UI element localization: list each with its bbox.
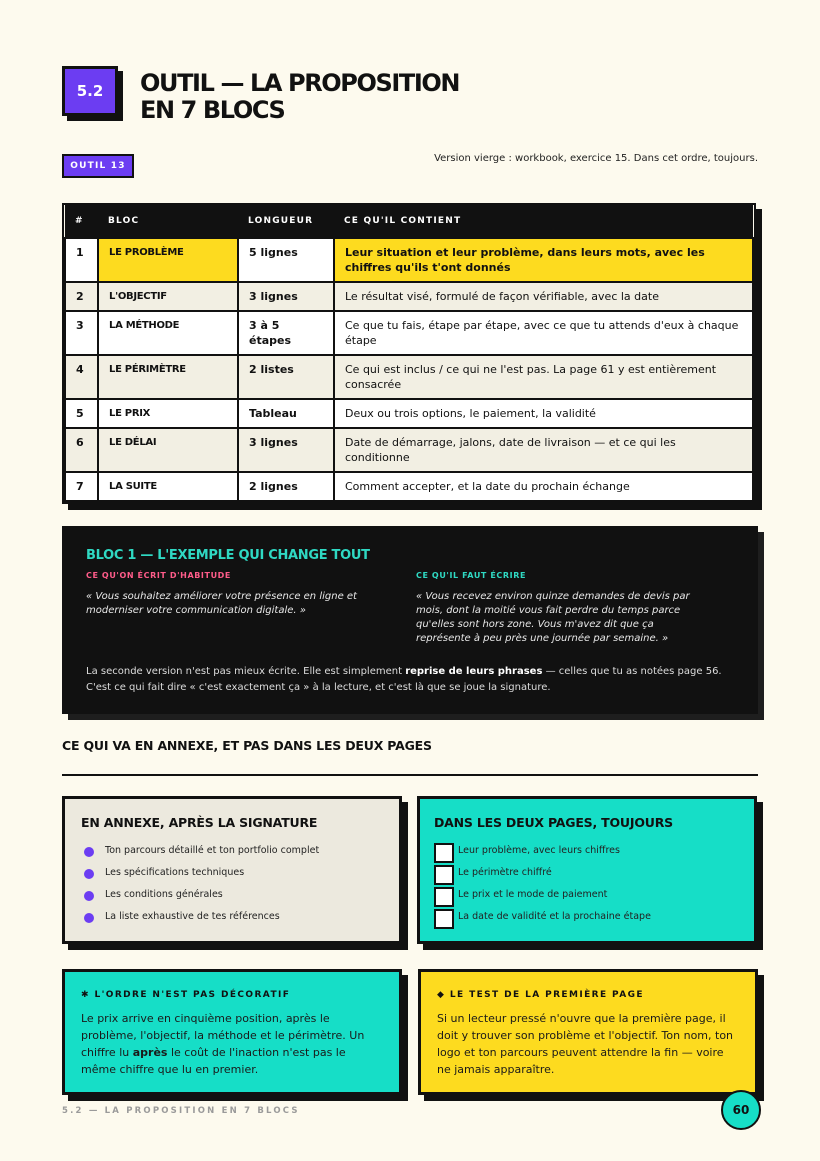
annex-card-title: EN ANNEXE, APRÈS LA SIGNATURE xyxy=(81,815,318,830)
section-number: 5.2 xyxy=(76,82,104,100)
first-page-test-title: ◆ LE TEST DE LA PREMIÈRE PAGE xyxy=(437,990,644,1000)
order-note-emphasis: après xyxy=(132,1046,168,1059)
table-row xyxy=(65,238,753,282)
row-length: 3 à 5 étapes xyxy=(238,311,334,355)
annex-section-heading: CE QUI VA EN ANNEXE, ET PAS DANS LES DEUX PAGES xyxy=(62,738,432,753)
example-explanation xyxy=(86,664,746,696)
two-pages-card xyxy=(417,796,757,944)
example-before-quote: « Vous souhaitez améliorer votre présence en ligne et moderniser votre communication digitale. » xyxy=(86,591,357,616)
example-after-label: CE QU'IL FAUT ÉCRIRE xyxy=(416,571,527,580)
first-page-test-text: Si un lecteur pressé n'ouvre que la première page, il doit y trouver son problème et l'objectif. Ton nom, ton logo et ton parcours peuvent attendre la fin — voire ne jamais apparaître. xyxy=(437,1012,734,1076)
checklist-item-label: Leur problème, avec leurs chiffres xyxy=(458,845,620,856)
row-bloc: LE PRIX xyxy=(98,399,238,428)
page-number: 60 xyxy=(732,1103,750,1117)
page-title-line-2: EN 7 BLOCS xyxy=(140,96,285,124)
annex-item-label: Les conditions générales xyxy=(105,889,223,900)
row-content: Leur situation et leur problème, dans leurs mots, avec les chiffres qu'ils t'ont donnés xyxy=(334,238,753,282)
row-bloc: L'OBJECTIF xyxy=(98,282,238,311)
annex-item-label: Ton parcours détaillé et ton portfolio complet xyxy=(105,845,320,856)
row-num: 5 xyxy=(65,399,98,428)
version-note: Version vierge : workbook, exercice 15. Dans cet ordre, toujours. xyxy=(434,153,758,164)
row-length: 3 lignes xyxy=(238,428,334,472)
page-number-badge xyxy=(721,1090,761,1130)
example-after-quote: « Vous recevez environ quinze demandes de devis par mois, dont la moitié vous fait perdre du temps parce qu'elles sont hors zone. Vous m'avez dit que ça représente à peu près une journée par semaine. » xyxy=(416,591,690,644)
table-row xyxy=(65,355,753,399)
row-num: 3 xyxy=(65,311,98,355)
header-content: CE QU'IL CONTIENT xyxy=(334,205,753,238)
annex-list-item xyxy=(81,862,383,884)
row-bloc: LE PÉRIMÈTRE xyxy=(98,355,238,399)
table-row xyxy=(65,311,753,355)
running-footer: 5.2 — LA PROPOSITION EN 7 BLOCS xyxy=(62,1106,300,1116)
blocks-table xyxy=(62,203,756,504)
checklist-item xyxy=(434,840,740,862)
annex-list-item xyxy=(81,884,383,906)
example-before-column xyxy=(86,571,376,646)
annex-card xyxy=(62,796,402,944)
row-bloc: LE PROBLÈME xyxy=(98,238,238,282)
header-bloc: BLOC xyxy=(98,205,238,238)
annex-list-item xyxy=(81,840,383,862)
section-number-badge xyxy=(62,66,118,116)
checklist-item-label: Le prix et le mode de paiement xyxy=(458,889,608,900)
row-bloc: LA MÉTHODE xyxy=(98,311,238,355)
row-num: 6 xyxy=(65,428,98,472)
table-row xyxy=(65,399,753,428)
annex-item-label: Les spécifications techniques xyxy=(105,867,245,878)
page-title-line-1: OUTIL — LA PROPOSITION xyxy=(140,69,460,97)
row-length: 2 listes xyxy=(238,355,334,399)
checkbox[interactable] xyxy=(434,843,454,863)
example-explanation-text-end: — celles que tu as notées page 56. C'est ce qui fait dire « c'est exactement ça » à la lecture, et c'est là que se joue la signature. xyxy=(86,666,722,693)
row-length: Tableau xyxy=(238,399,334,428)
example-explanation-text: La seconde version n'est pas mieux écrite. Elle est simplement xyxy=(86,666,406,677)
annex-list-item xyxy=(81,906,383,928)
row-length: 3 lignes xyxy=(238,282,334,311)
table-header-row xyxy=(65,205,753,238)
tool-tag: OUTIL 13 xyxy=(62,154,134,178)
header-length: LONGUEUR xyxy=(238,205,334,238)
checklist-item xyxy=(434,906,740,928)
example-after-column xyxy=(416,571,706,646)
row-content: Ce que tu fais, étape par étape, avec ce que tu attends d'eux à chaque étape xyxy=(334,311,753,355)
order-note-text-end: le coût de l'inaction n'est pas le même chiffre que lu en premier. xyxy=(81,1046,346,1076)
row-num: 1 xyxy=(65,238,98,282)
bullet-dot-icon xyxy=(84,847,94,857)
row-num: 2 xyxy=(65,282,98,311)
checklist-item xyxy=(434,884,740,906)
two-pages-card-title: DANS LES DEUX PAGES, TOUJOURS xyxy=(434,815,673,830)
row-content: Date de démarrage, jalons, date de livraison — et ce qui les conditionne xyxy=(334,428,753,472)
checklist-item xyxy=(434,862,740,884)
table-row xyxy=(65,428,753,472)
order-note-card xyxy=(62,969,402,1095)
example-title: BLOC 1 — L'EXEMPLE QUI CHANGE TOUT xyxy=(86,548,370,563)
table-row xyxy=(65,472,753,501)
row-num: 4 xyxy=(65,355,98,399)
row-length: 2 lignes xyxy=(238,472,334,501)
page-title xyxy=(140,70,459,124)
example-explanation-emphasis: reprise de leurs phrases xyxy=(405,666,543,677)
section-divider xyxy=(62,774,758,776)
row-content: Ce qui est inclus / ce qui ne l'est pas. La page 61 y est entièrement consacrée xyxy=(334,355,753,399)
bullet-dot-icon xyxy=(84,869,94,879)
order-note-text-start: Le prix arrive en cinquième position, après le problème, l'objectif, la méthode et le périmètre. Un chiffre lu xyxy=(81,1012,365,1059)
order-note-title: ✱ L'ORDRE N'EST PAS DÉCORATIF xyxy=(81,990,291,1000)
row-content: Comment accepter, et la date du prochain échange xyxy=(334,472,753,501)
checkbox[interactable] xyxy=(434,909,454,929)
checkbox[interactable] xyxy=(434,887,454,907)
annex-item-label: La liste exhaustive de tes références xyxy=(105,911,280,922)
row-content: Le résultat visé, formulé de façon vérifiable, avec la date xyxy=(334,282,753,311)
order-note-text xyxy=(81,1010,383,1078)
row-bloc: LE DÉLAI xyxy=(98,428,238,472)
row-bloc: LA SUITE xyxy=(98,472,238,501)
row-content: Deux ou trois options, le paiement, la validité xyxy=(334,399,753,428)
row-length: 5 lignes xyxy=(238,238,334,282)
row-num: 7 xyxy=(65,472,98,501)
checkbox[interactable] xyxy=(434,865,454,885)
bullet-dot-icon xyxy=(84,891,94,901)
table-row xyxy=(65,282,753,311)
checklist-item-label: La date de validité et la prochaine étape xyxy=(458,911,651,922)
example-panel xyxy=(62,526,758,714)
bullet-dot-icon xyxy=(84,913,94,923)
example-before-label: CE QU'ON ÉCRIT D'HABITUDE xyxy=(86,571,231,580)
header-num: # xyxy=(65,205,98,238)
first-page-test-card xyxy=(418,969,758,1095)
checklist-item-label: Le périmètre chiffré xyxy=(458,867,552,878)
